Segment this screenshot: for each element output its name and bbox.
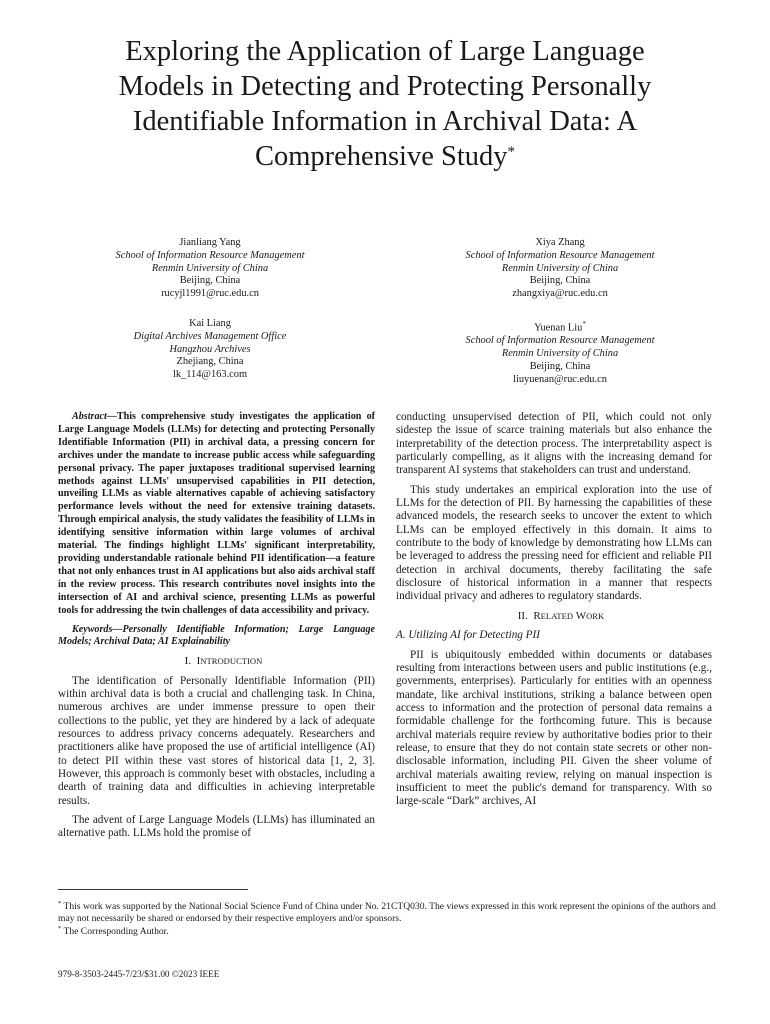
author-institution: Renmin University of China: [151, 262, 269, 274]
section-title-part: ORK: [586, 610, 605, 621]
section-heading-introduction: [58, 655, 375, 668]
author-location: Beijing, China: [529, 360, 591, 372]
author-email: liuyuenan@ruc.edu.cn: [513, 373, 607, 385]
footnote-funding: [58, 898, 718, 925]
footnote-corresponding: [58, 923, 718, 938]
section-title-part: ELATED: [540, 610, 574, 621]
abstract-dash: —: [106, 411, 117, 422]
abstract-text: This comprehensive study investigates the application of Large Language Models (LLMs) for detecting and protecting Personally Identifiable Information (PII) in archival data, a pressing concern for archives under the mandate to increase public access while safeguarding personal privacy. The paper juxtaposes traditional supervised learning methods against LLMs' unsupervised capabilities in PII detection, unveiling LLMs as viable alternatives capable of achieving satisfactory performance levels without the need for extensive training datasets. Through empirical analysis, the study validates the feasibility of LLMs in identifying sensitive information within large volumes of archival material. The findings highlight LLMs' significant interpretability, providing understandable rationale behind PII identification—a feature that not only enhances trust in AI applications but also aids archival staff in the review process. This research contributes novel insights into the intersection of AI and archival science, presenting LLMs as powerful tools for addressing the twin challenges of data accessibility and privacy.: [58, 411, 375, 616]
section-title-rest: NTRODUCTION: [200, 656, 263, 667]
section-number: II.: [517, 609, 528, 622]
right-column: [396, 411, 712, 815]
author-institution: Renmin University of China: [501, 348, 619, 360]
author-name: Jianliang Yang: [179, 237, 241, 248]
author-affiliation: Digital Archives Management Office: [133, 330, 287, 342]
section-title-initial: R: [533, 609, 541, 622]
author-name: Kai Liang: [189, 318, 231, 329]
left-column: [58, 411, 375, 847]
footnote-mark: *: [58, 900, 62, 907]
author-block: [395, 318, 725, 386]
author-affiliation: School of Information Resource Management: [115, 249, 305, 261]
footnote-text: This work was supported by the National Social Science Fund of China under No. 21CTQ030. The views expressed in this work represent the opinions of the authors and may not necessarily be shared or endorsed by their respective employers and/or sponsors.: [58, 901, 716, 925]
title-line: [60, 139, 710, 174]
section-number: I.: [184, 655, 192, 668]
paragraph: The identification of Personally Identifiable Information (PII) within archival data is both a crucial and challenging task. In China, numerous archives are under immense pressure to open their collections to the public, yet they are hindered by a lack of adequate resources to address privacy concerns adequately. Researchers and practitioners alike have proposed the use of artificial intelligence (AI) to detect PII within these vast stores of historical data [1, 2, 3]. However, this approach is commonly beset with obstacles, including a dearth of training data and difficulties in achieving interpretable results.: [58, 674, 375, 807]
paragraph: This study undertakes an empirical exploration into the use of LLMs for the detection of PII. By harnessing the capabilities of these advanced models, the research seeks to uncover the extent to which LLMs can be employed effectively in this domain. It aims to contribute to the body of knowledge by demonstrating how LLMs can be leveraged to address the pressing need for efficient and reliable PII detection in archival documents, thereby facilitating the safe disclosure of historical information in a manner that respects individual privacy and adheres to regulatory standards.: [396, 483, 712, 603]
title-line: Models in Detecting and Protecting Personally: [118, 71, 652, 102]
author-institution: Hangzhou Archives: [169, 343, 251, 355]
corresponding-author-mark: *: [582, 320, 586, 328]
paper-title: [60, 34, 710, 174]
title-line: Exploring the Application of Large Language: [125, 36, 645, 67]
author-institution: Renmin University of China: [501, 262, 619, 274]
subsection-heading: A. Utilizing AI for Detecting PII: [396, 629, 540, 642]
author-affiliation: School of Information Resource Management: [465, 335, 655, 347]
author-affiliation: School of Information Resource Management: [465, 249, 655, 261]
section-heading-related-work: [396, 610, 712, 623]
keywords: [58, 624, 375, 650]
section-title-initial: W: [575, 609, 587, 622]
paragraph: conducting unsupervised detection of PII, which could not only sidestep the issue of scarce training materials but also enhance the interpretability of the detection process. The interpretability aspect is particularly compelling, as it aligns with the increasing demand for transparent AI systems that stakeholders can trust and understand.: [396, 411, 712, 477]
author-block: [45, 237, 375, 301]
footnote-mark: *: [58, 925, 62, 932]
author-email: rucyjl1991@ruc.edu.cn: [161, 288, 259, 300]
keywords-dash: —: [112, 623, 123, 635]
author-location: Zhejiang, China: [176, 356, 244, 368]
author-name-text: Yuenan Liu: [534, 322, 583, 334]
paragraph: The advent of Large Language Models (LLMs) has illuminated an alternative path. LLMs hold the promise of: [58, 814, 375, 840]
author-block: [395, 237, 725, 301]
author-email: zhangxiya@ruc.edu.cn: [512, 288, 608, 300]
copyright-line: 979-8-3503-2445-7/23/$31.00 ©2023 IEEE: [58, 969, 220, 979]
author-email: lk_114@163.com: [172, 369, 248, 381]
keywords-lead: Keywords: [72, 623, 113, 635]
paragraph: PII is ubiquitously embedded within documents or databases resulting from interactions between users and public institutions (e.g., governments, enterprises). Particularly for entities with an openness mandate, like archival institutions, striking a balance between open access to information and the protection of personal data remains a formidable challenge for the forthcoming future. This is because archival materials require review by authoritative bodies prior to their release, to ensure that they do not contain state secrets or other non-disclosable information, including PII. Given the sheer volume of archival materials awaiting review, relying on manual inspection is insufficient to meet the public's demand for transparency. With so large-scale “Dark” archives, AI: [396, 648, 712, 808]
author-block: [45, 318, 375, 382]
section-title-initial: I: [196, 655, 201, 668]
footnote-divider: [58, 889, 248, 890]
title-line-text: Comprehensive Study: [254, 141, 508, 172]
abstract-lead: Abstract: [72, 411, 107, 422]
author-location: Beijing, China: [529, 275, 591, 287]
author-location: Beijing, China: [179, 275, 241, 287]
author-name: Xiya Zhang: [535, 237, 585, 248]
footnote-text: The Corresponding Author.: [63, 926, 169, 938]
abstract: [58, 411, 375, 618]
author-name: [395, 318, 725, 335]
title-footnote-mark: *: [507, 144, 516, 160]
title-line: Identifiable Information in Archival Data: A: [132, 106, 638, 137]
keywords-text: Personally Identifiable Information; Large Language Models; Archival Data; AI Explainability: [58, 623, 375, 648]
